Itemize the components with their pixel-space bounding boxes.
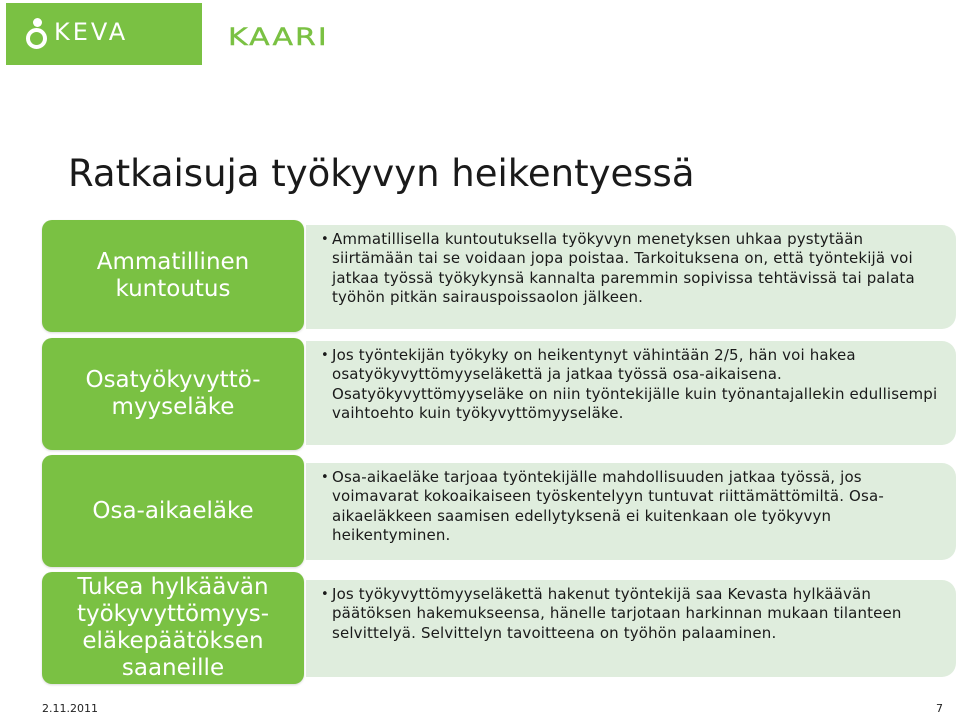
- desc-tukea-hylkaavan: [306, 580, 956, 677]
- page-number: 7: [936, 702, 943, 715]
- label-tukea-hylkaavan: [42, 572, 304, 684]
- label-text: Osatyökyvyttö- myyseläke: [85, 367, 261, 420]
- label-text: Ammatillinen kuntoutus: [96, 249, 250, 302]
- keva-logo: [26, 18, 128, 46]
- label-text: Tukea hylkäävän työkyvyttömyys- eläkepäätöksen saaneille: [76, 574, 270, 681]
- bullet-icon: •: [321, 348, 329, 363]
- desc-text: Ammatillisella kuntoutuksella työkyvyn menetyksen uhkaa pystytään siirtämään tai se voidaan jopa poistaa. Tarkoituksena on, että työntekijä voi jatkaa työssä työkykynsä kannalta paremmin sopivissa tehtävissä tai palata työhön pitkän sairauspoissaolon jälkeen.: [332, 230, 915, 306]
- bullet-icon: •: [321, 587, 329, 602]
- keva-person-icon: [26, 18, 48, 46]
- kaari-logo-text: KAARI: [228, 23, 329, 52]
- desc-osa-aikaelake: [306, 463, 956, 560]
- label-osatyokyvyttomyyselake: [42, 338, 304, 450]
- desc-ammatillinen-kuntoutus: [306, 225, 956, 329]
- page-title: Ratkaisuja työkyvyn heikentyessä: [68, 152, 695, 195]
- footer-date: 2.11.2011: [42, 702, 98, 715]
- bullet-icon: •: [321, 470, 329, 485]
- keva-logo-text: KEVA: [54, 18, 129, 46]
- kaari-logo: [228, 20, 329, 55]
- bullet-icon: •: [321, 232, 329, 247]
- label-text: Osa-aikaeläke: [92, 497, 254, 524]
- desc-osatyokyvyttomyyselake: [306, 341, 956, 445]
- label-osa-aikaelake: [42, 455, 304, 567]
- label-ammatillinen-kuntoutus: [42, 220, 304, 332]
- desc-text: Jos työkyvyttömyyseläkettä hakenut työntekijä saa Kevasta hylkäävän päätöksen hakemukseensa, hänelle tarjotaan harkinnan mukaan tilanteen selvittelyä. Selvittelyn tavoitteena on työhön palaaminen.: [332, 585, 902, 642]
- desc-text: Jos työntekijän työkyky on heikentynyt vähintään 2/5, hän voi hakea osatyökyvyttömyyseläkettä ja jatkaa työssä osa-aikaisena. Osatyökyvyttömyyseläke on niin työntekijälle kuin työnantajallekin edullisempi vaihtoehto kuin työkyvyttömyyseläke.: [332, 346, 938, 422]
- desc-text: Osa-aikaeläke tarjoaa työntekijälle mahdollisuuden jatkaa työssä, jos voimavarat kokoaikaiseen työskentelyyn tuntuvat riittämättömiltä. Osa-aikaeläkkeen saamisen edellytyksenä ei kuitenkaan ole työkyvyn heikentyminen.: [332, 468, 884, 544]
